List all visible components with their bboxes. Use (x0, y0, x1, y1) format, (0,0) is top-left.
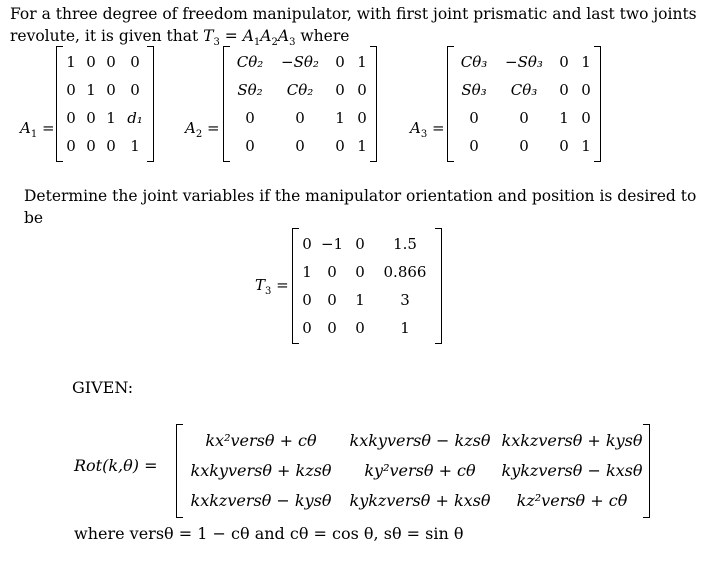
rot-cell-1-0: kxkyversθ + kzsθ (190, 461, 332, 480)
a2-cell-2-2: 1 (335, 109, 345, 127)
rot-cell-0-1: kxkyversθ − kzsθ (349, 431, 491, 450)
a1-cell-2-3: d₁ (127, 109, 143, 127)
a3-cell-1-2: 0 (559, 81, 569, 99)
t3-cell-1-1: 0 (327, 263, 337, 281)
a3-cell-0-0: Cθ₃ (460, 53, 488, 71)
rot-cell-2-1: kykzversθ + kxsθ (349, 491, 491, 510)
a3-cell-2-2: 1 (559, 109, 569, 127)
matrix-a2 (223, 46, 377, 162)
t3-cell-3-1: 0 (327, 319, 337, 337)
a1-cell-1-3: 0 (130, 81, 140, 99)
a3-cell-3-1: 0 (519, 137, 529, 155)
a3-cell-3-0: 0 (469, 137, 479, 155)
a1-cell-2-1: 0 (86, 109, 96, 127)
intro-equation: $T_3 = A_1A_2A_3$ (203, 27, 296, 48)
a1-cell-0-3: 0 (130, 53, 140, 71)
t3-cell-0-2: 0 (355, 235, 365, 253)
t3-cell-0-0: 0 (302, 235, 312, 253)
a1-cell-0-2: 0 (106, 53, 116, 71)
a3-cell-0-1: −Sθ₃ (505, 53, 543, 71)
rot-cell-0-2: kxkzversθ + kysθ (501, 431, 643, 450)
a2-cell-3-2: 0 (335, 137, 345, 155)
a1-label: $A_1$ = (20, 119, 55, 140)
a1-cell-2-0: 0 (66, 109, 76, 127)
a1-cell-2-2: 1 (106, 109, 116, 127)
t3-cell-0-1: −1 (320, 235, 344, 253)
a3-cell-0-3: 1 (581, 53, 591, 71)
a2-cell-0-3: 1 (357, 53, 367, 71)
a1-cell-0-0: 1 (66, 53, 76, 71)
a2-cell-0-0: Cθ₂ (236, 53, 264, 71)
a2-cell-1-0: Sθ₂ (237, 81, 263, 99)
a1-cell-1-0: 0 (66, 81, 76, 99)
t3-cell-1-2: 0 (355, 263, 365, 281)
t3-cell-2-1: 0 (327, 291, 337, 309)
t3-cell-0-3: 1.5 (393, 235, 417, 253)
a2-cell-3-1: 0 (295, 137, 305, 155)
a2-cell-3-0: 0 (245, 137, 255, 155)
a2-cell-1-2: 0 (335, 81, 345, 99)
a3-cell-0-2: 0 (559, 53, 569, 71)
a1-cell-0-1: 0 (86, 53, 96, 71)
t3-cell-3-3: 1 (400, 319, 410, 337)
footer-definition: where versθ = 1 − cθ and cθ = cos θ, sθ = sin θ (74, 524, 464, 543)
a1-cell-3-0: 0 (66, 137, 76, 155)
a1-cell-3-2: 0 (106, 137, 116, 155)
rot-cell-0-0: kx²versθ + cθ (205, 431, 317, 450)
t3-cell-2-2: 1 (355, 291, 365, 309)
a2-cell-2-3: 0 (357, 109, 367, 127)
rot-cell-1-1: ky²versθ + cθ (364, 461, 476, 480)
a3-cell-2-0: 0 (469, 109, 479, 127)
t3-cell-3-0: 0 (302, 319, 312, 337)
t3-cell-2-0: 0 (302, 291, 312, 309)
t3-cell-1-0: 1 (302, 263, 312, 281)
a3-label: $A_3$ = (410, 119, 445, 140)
a1-cell-1-2: 0 (106, 81, 116, 99)
rotation-lhs: Rot(k,θ) = (74, 456, 158, 475)
a2-cell-3-3: 1 (357, 137, 367, 155)
a2-cell-2-0: 0 (245, 109, 255, 127)
a1-cell-3-1: 0 (86, 137, 96, 155)
t3-label: $T_3$ = (255, 276, 289, 297)
a2-cell-0-2: 0 (335, 53, 345, 71)
t3-cell-1-3: 0.866 (383, 263, 427, 281)
a2-cell-2-1: 0 (295, 109, 305, 127)
matrix-a3 (447, 46, 601, 162)
a3-cell-2-3: 0 (581, 109, 591, 127)
a3-cell-1-1: Cθ₃ (510, 81, 538, 99)
intro-line-1: For a three degree of freedom manipulator, with first joint prismatic and last two joints (10, 5, 697, 23)
matrix-t3 (292, 228, 442, 344)
a3-cell-3-2: 0 (559, 137, 569, 155)
determine-line-1: Determine the joint variables if the manipulator orientation and position is desired to (24, 187, 697, 205)
a1-cell-3-3: 1 (130, 137, 140, 155)
a3-cell-3-3: 1 (581, 137, 591, 155)
rot-cell-2-0: kxkzversθ − kysθ (190, 491, 332, 510)
a2-label: $A_2$ = (185, 119, 220, 140)
a3-cell-2-1: 0 (519, 109, 529, 127)
rot-cell-1-2: kykzversθ − kxsθ (501, 461, 643, 480)
matrix-rotation (176, 424, 650, 518)
given-label: GIVEN: (72, 378, 134, 397)
determine-line-2: be (24, 209, 44, 227)
t3-cell-3-2: 0 (355, 319, 365, 337)
intro-line-2-suffix: where (300, 27, 350, 45)
intro-line-2-prefix: revolute, it is given that (10, 27, 199, 45)
a3-cell-1-3: 0 (581, 81, 591, 99)
a1-cell-1-1: 1 (86, 81, 96, 99)
a2-cell-0-1: −Sθ₂ (281, 53, 319, 71)
t3-cell-2-3: 3 (400, 291, 410, 309)
a3-cell-1-0: Sθ₃ (461, 81, 487, 99)
a2-cell-1-1: Cθ₂ (286, 81, 314, 99)
matrix-a1 (56, 46, 154, 162)
rot-cell-2-2: kz²versθ + cθ (516, 491, 628, 510)
a2-cell-1-3: 0 (357, 81, 367, 99)
